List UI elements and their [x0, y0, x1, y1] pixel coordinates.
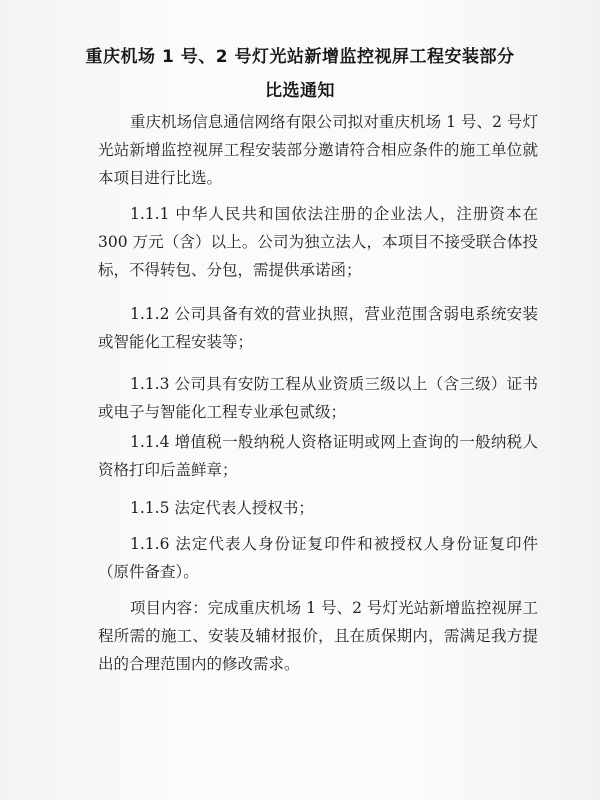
- requirement-item-5: 1.1.5 法定代表人授权书；: [130, 499, 314, 517]
- project-content-paragraph: 项目内容：完成重庆机场 1 号、2 号灯光站新增监控视屏工程所需的施工、安装及辅材报价，且在质保期内，需满足我方提出的合理范围内的修改需求。: [98, 599, 538, 673]
- requirement-item-4: 1.1.4 增值税一般纳税人资格证明或网上查询的一般纳税人资格打印后盖鲜章；: [98, 433, 538, 479]
- requirement-item-2: 1.1.2 公司具备有效的营业执照，营业范围含弱电系统安装或智能化工程安装等；: [98, 305, 538, 351]
- requirement-item-3: 1.1.3 公司具有安防工程从业资质三级以上（含三级）证书或电子与智能化工程专业承包贰级；: [98, 375, 538, 421]
- intro-paragraph: 重庆机场信息通信网络有限公司拟对重庆机场 1 号、2 号灯光站新增监控视屏工程安装部分邀请符合相应条件的施工单位就本项目进行比选。: [98, 113, 538, 187]
- requirement-item-1: 1.1.1 中华人民共和国依法注册的企业法人，注册资本在 300 万元（含）以上。公司为独立法人，本项目不接受联合体投标，不得转包、分包，需提供承诺函；: [98, 205, 538, 279]
- requirement-item-6: 1.1.6 法定代表人身份证复印件和被授权人身份证复印件（原件备查）。: [98, 535, 538, 581]
- document-subtitle: 比选通知: [265, 81, 335, 101]
- document-title: 重庆机场 1 号、2 号灯光站新增监控视屏工程安装部分: [85, 47, 515, 67]
